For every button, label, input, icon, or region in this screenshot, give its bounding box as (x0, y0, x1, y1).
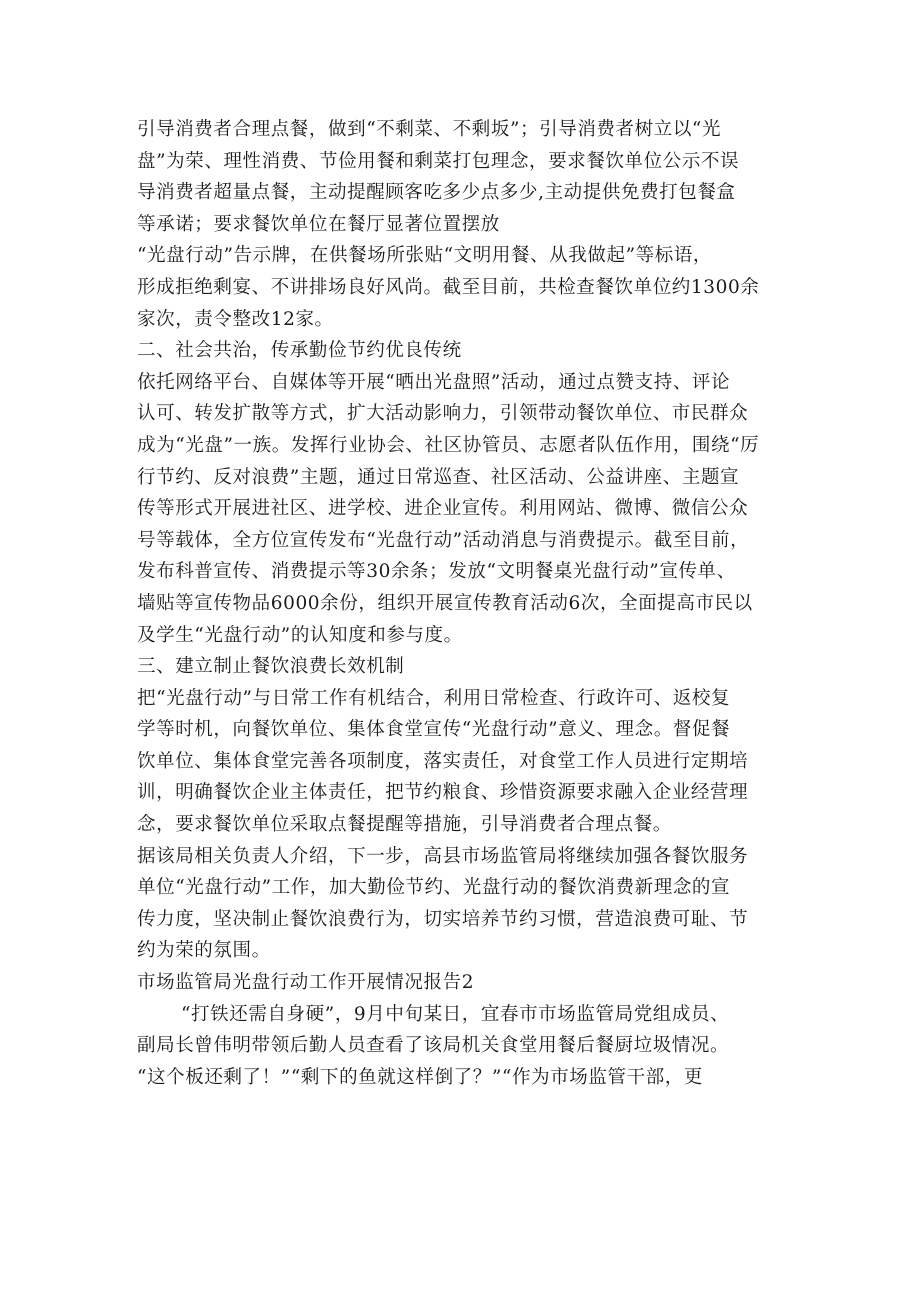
text-line: 饮单位、集体食堂完善各项制度，落实责任，对食堂工作人员进行定期培 (137, 750, 749, 772)
text-line: 形成拒绝剩宴、不讲排场良好风尚。截至目前，共检查餐饮单位约1300余 (137, 276, 760, 298)
text-line: 及学生“光盘行动”的认知度和参与度。 (137, 624, 463, 646)
document-body (137, 114, 797, 1093)
text-line: 约为荣的氛围。 (137, 940, 271, 962)
text-line: 认可、转发扩散等方式，扩大活动影响力，引领带动餐饮单位、市民群众 (137, 403, 749, 425)
text-line: 念，要求餐饮单位采取点餐提醒等措施，引导消费者合理点餐。 (137, 814, 672, 836)
text-line: 把“光盘行动”与日常工作有机结合，利用日常检查、行政许可、返校复 (137, 687, 731, 709)
text-line: 引导消费者合理点餐，做到“不剩菜、不剩坂”；引导消费者树立以“光 (137, 119, 722, 140)
text-line: 墙贴等宣传物品6000余份，组织开展宣传教育活动6次，全面提高市民以 (137, 592, 753, 614)
text-line: 传等形式开展进社区、进学校、进企业宣传。利用网站、微博、微信公众 (137, 498, 749, 520)
text-line: 发布科普宣传、消费提示等30余条；发放“文明餐桌光盘行动”宣传单、 (137, 561, 736, 583)
text-line: 依托网络平台、自媒体等开展“晒出光盘照”活动，通过点赞支持、评论 (137, 371, 731, 393)
text-line: 据该局相关负责人介绍，下一步，高县市场监管局将继续加强各餐饮服务 (137, 845, 749, 867)
text-line: 学等时机，向餐饮单位、集体食堂宣传“光盘行动”意义、理念。督促餐 (137, 719, 731, 741)
report-title: 市场监管局光盘行动工作开展情况报告2 (137, 972, 475, 994)
text-line: 等承诺；要求餐饮单位在餐厅显著位置摆放 (137, 213, 500, 235)
text-line: 副局长曾伟明带领后勤人员查看了该局机关食堂用餐后餐厨垃圾情况。 (137, 1035, 730, 1057)
text-line: 导消费者超量点餐，主动提醒顾客吃多少点多少,主动提供免费打包餐盒 (137, 182, 736, 204)
text-line: 家次，责令整改12家。 (137, 308, 334, 330)
text-line: 单位“光盘行动”工作，加大勤俭节约、光盘行动的餐饮消费新理念的宣 (137, 877, 731, 899)
text-line: “光盘行动”告示牌，在供餐场所张贴“文明用餐、从我做起”等标语， (137, 245, 713, 267)
text-line: 盘”为荣、理性消费、节俭用餐和剩菜打包理念，要求餐饮单位公示不误 (137, 150, 740, 172)
text-line: 行节约、反对浪费”主题，通过日常巡查、社区活动、公益讲座、主题宣 (137, 466, 740, 488)
text-line: 号等载体，全方位宣传发布“光盘行动”活动消息与消费提示。截至目前， (137, 529, 750, 551)
text-line: 传力度，坚决制止餐饮浪费行为，切实培养节约习惯，营造浪费可耻、节 (137, 908, 749, 930)
text-line: 成为“光盘”一族。发挥行业协会、社区协管员、志愿者队伍作用，围绕“厉 (137, 434, 760, 456)
text-line: “这个板还剩了！”“剩下的鱼就这样倒了？”“作为市场监管干部，更 (137, 1066, 703, 1088)
section-heading: 三、建立制止餐饮浪费长效机制 (137, 656, 405, 678)
text-line: “打铁还需自身硬”，9月中旬某日，宜春市市场监管局党组成员、 (181, 1003, 730, 1025)
section-heading: 二、社会共治，传承勤俭节约优良传统 (137, 340, 462, 362)
text-line: 训，明确餐饮企业主体责任，把节约粮食、珍惜资源要求融入企业经营理 (137, 782, 749, 804)
